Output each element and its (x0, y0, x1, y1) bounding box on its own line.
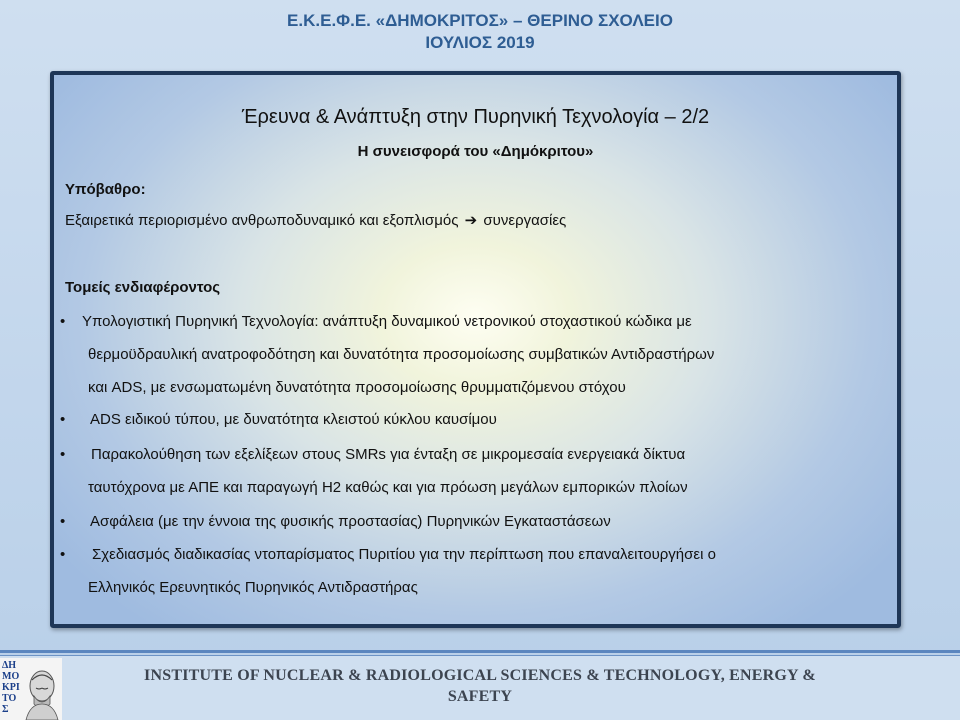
footer-divider-thin (0, 655, 960, 656)
background-result: συνεργασίες (483, 212, 567, 229)
demokritos-logo (0, 658, 62, 720)
content-panel (50, 71, 901, 628)
header-line-1: Ε.Κ.Ε.Φ.Ε. «ΔΗΜΟΚΡΙΤΟΣ» – ΘΕΡΙΝΟ ΣΧΟΛΕΙΟ (287, 11, 673, 30)
right-arrow-icon: ➔ (464, 212, 478, 229)
bullet-icon: • (60, 411, 66, 428)
bust-icon (0, 658, 62, 720)
bullet-2-line-1: ADS ειδικού τύπου, με δυνατότητα κλειστού κύκλου καυσίμου (90, 411, 497, 428)
bullet-icon: • (60, 446, 66, 463)
institute-name (70, 665, 890, 707)
areas-heading: Τομείς ενδιαφέροντος (65, 279, 221, 296)
bullet-5-line-1: Σχεδιασμός διαδικασίας ντοπαρίσματος Πυριτίου για την περίπτωση που επαναλειτουργήσει ο (92, 546, 716, 563)
background-text: Εξαιρετικά περιορισμένο ανθρωποδυναμικό και εξοπλισμός (65, 212, 459, 229)
header-line-2: ΙΟΥΛΙΟΣ 2019 (425, 33, 535, 52)
institute-line-1: INSTITUTE OF NUCLEAR & RADIOLOGICAL SCIENCES & TECHNOLOGY, ENERGY & (144, 667, 816, 684)
bullet-1-line-3: και ADS, με ενσωματωμένη δυνατότητα προσομοίωσης θρυμματιζόμενου στόχου (88, 379, 626, 396)
bullet-4-line-1: Ασφάλεια (με την έννοια της φυσικής προστασίας) Πυρηνικών Εγκαταστάσεων (90, 513, 611, 530)
institute-line-2: SAFETY (447, 688, 513, 705)
bullet-1-line-1: Υπολογιστική Πυρηνική Τεχνολογία: ανάπτυξη δυναμικού νετρονικού στοχαστικού κώδικα με (82, 313, 692, 330)
footer-divider (0, 650, 960, 653)
background-paragraph (65, 211, 566, 231)
bullet-3-line-2: ταυτόχρονα με ΑΠΕ και παραγωγή Η2 καθώς και για πρόωση μεγάλων εμπορικών πλοίων (88, 479, 688, 496)
bullet-icon: • (60, 313, 66, 330)
bullet-3-line-1: Παρακολούθηση των εξελίξεων στους SMRs για ένταξη σε μικρομεσαία ενεργειακά δίκτυα (91, 446, 686, 463)
slide-subtitle: Η συνεισφορά του «Δημόκριτου» (357, 143, 594, 160)
bullet-1-line-2: θερμοϋδραυλική ανατροφοδότηση και δυνατότητα προσομοίωσης συμβατικών Αντιδραστήρων (88, 346, 715, 363)
slide-title: Έρευνα & Ανάπτυξη στην Πυρηνική Τεχνολογία – 2/2 (241, 106, 710, 128)
background-heading: Υπόβαθρο: (65, 181, 146, 198)
bullet-5-line-2: Ελληνικός Ερευνητικός Πυρηνικός Αντιδραστήρας (88, 579, 418, 596)
bullet-icon: • (60, 546, 66, 563)
slide-header (0, 10, 960, 54)
logo-text: ΔΗΜΟΚΡΙΤΟΣ (2, 660, 20, 715)
bullet-icon: • (60, 513, 66, 530)
